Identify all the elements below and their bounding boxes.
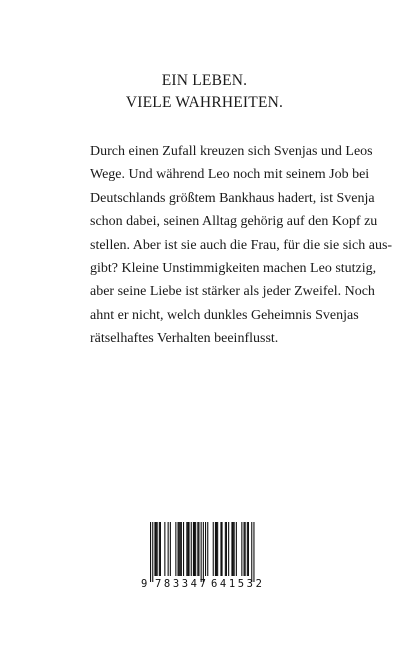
barcode-bar: [160, 522, 161, 576]
barcode-bar: [178, 522, 179, 576]
barcode-bar: [168, 522, 169, 576]
barcode-bar: [187, 522, 188, 576]
barcode-bar: [201, 522, 202, 582]
tagline: [0, 70, 409, 114]
barcode-bar: [236, 522, 237, 576]
barcode-bar: [207, 522, 208, 576]
barcode-bar: [245, 522, 246, 576]
blurb-line: stellen. Aber ist sie auch die Frau, für die sie sich aus-: [90, 237, 393, 253]
isbn-barcode: [141, 520, 268, 592]
barcode-bar: [213, 522, 214, 576]
barcode-bar: [183, 522, 184, 576]
barcode-right-group: 641532: [211, 578, 265, 590]
barcode-bar: [195, 522, 196, 576]
barcode-bar: [193, 522, 194, 576]
barcode-bar: [186, 522, 187, 576]
barcode-bar: [215, 522, 216, 576]
blurb-line: schon dabei, seinen Alltag gehörig auf den Kopf zu: [90, 214, 378, 230]
barcode-bar: [170, 522, 171, 576]
barcode-bar: [191, 522, 192, 576]
barcode-bar: [197, 522, 198, 576]
barcode-bar: [205, 522, 206, 576]
barcode-bar: [225, 522, 226, 576]
barcode-bar: [231, 522, 232, 576]
barcode-bar: [253, 522, 254, 582]
barcode-bar: [156, 522, 157, 576]
blurb-line: Deutschlands größtem Bankhaus hadert, ist Svenja: [90, 190, 375, 206]
barcode-bar: [198, 522, 199, 576]
barcode-bar: [175, 522, 176, 576]
blurb-line: Durch einen Zufall kreuzen sich Svenjas und Leos: [90, 144, 373, 159]
barcode-bar: [220, 522, 221, 576]
barcode-bar: [248, 522, 249, 576]
blurb-line: Wege. Und während Leo noch mit seinem Job bei: [90, 167, 370, 183]
barcode-bar: [228, 522, 229, 576]
barcode-first-digit: 9: [141, 578, 148, 590]
barcode-bar: [164, 522, 165, 576]
barcode-bar: [152, 522, 153, 582]
barcode-bar: [216, 522, 217, 576]
blurb-line: ahnt er nicht, welch dunkles Geheimnis Svenjas: [90, 307, 359, 323]
barcode-bar: [150, 522, 151, 582]
barcode-bar: [179, 522, 180, 576]
barcode-bar: [157, 522, 158, 576]
barcode-bar: [154, 522, 155, 576]
barcode-left-group: 783347: [155, 578, 209, 590]
barcode-bar: [222, 522, 223, 576]
blurb-line: rätselhaftes Verhalten beeinflusst.: [90, 331, 279, 347]
barcode-bar: [234, 522, 235, 576]
barcode-bar: [251, 522, 252, 582]
barcode-bar: [226, 522, 227, 576]
tagline-line-2: VIELE WAHRHEITEN.: [125, 94, 284, 111]
barcode-bar: [181, 522, 182, 576]
barcode-bar: [241, 522, 242, 576]
barcode-bar: [159, 522, 160, 576]
barcode-bar: [203, 522, 204, 582]
barcode-bar: [233, 522, 234, 576]
barcode-bar: [247, 522, 248, 576]
blurb-line: aber seine Liebe ist stärker als jeder Zweifel. Noch: [90, 284, 375, 300]
barcode-bar: [217, 522, 218, 576]
barcode-bar: [180, 522, 181, 576]
blurb-line: gibt? Kleine Unstimmigkeiten machen Leo stutzig,: [90, 261, 377, 277]
blurb-text: [90, 140, 393, 351]
barcode-bar: [244, 522, 245, 576]
barcode-bar: [194, 522, 195, 576]
tagline-line-1: EIN LEBEN.: [161, 72, 248, 89]
barcode-bar: [189, 522, 190, 576]
